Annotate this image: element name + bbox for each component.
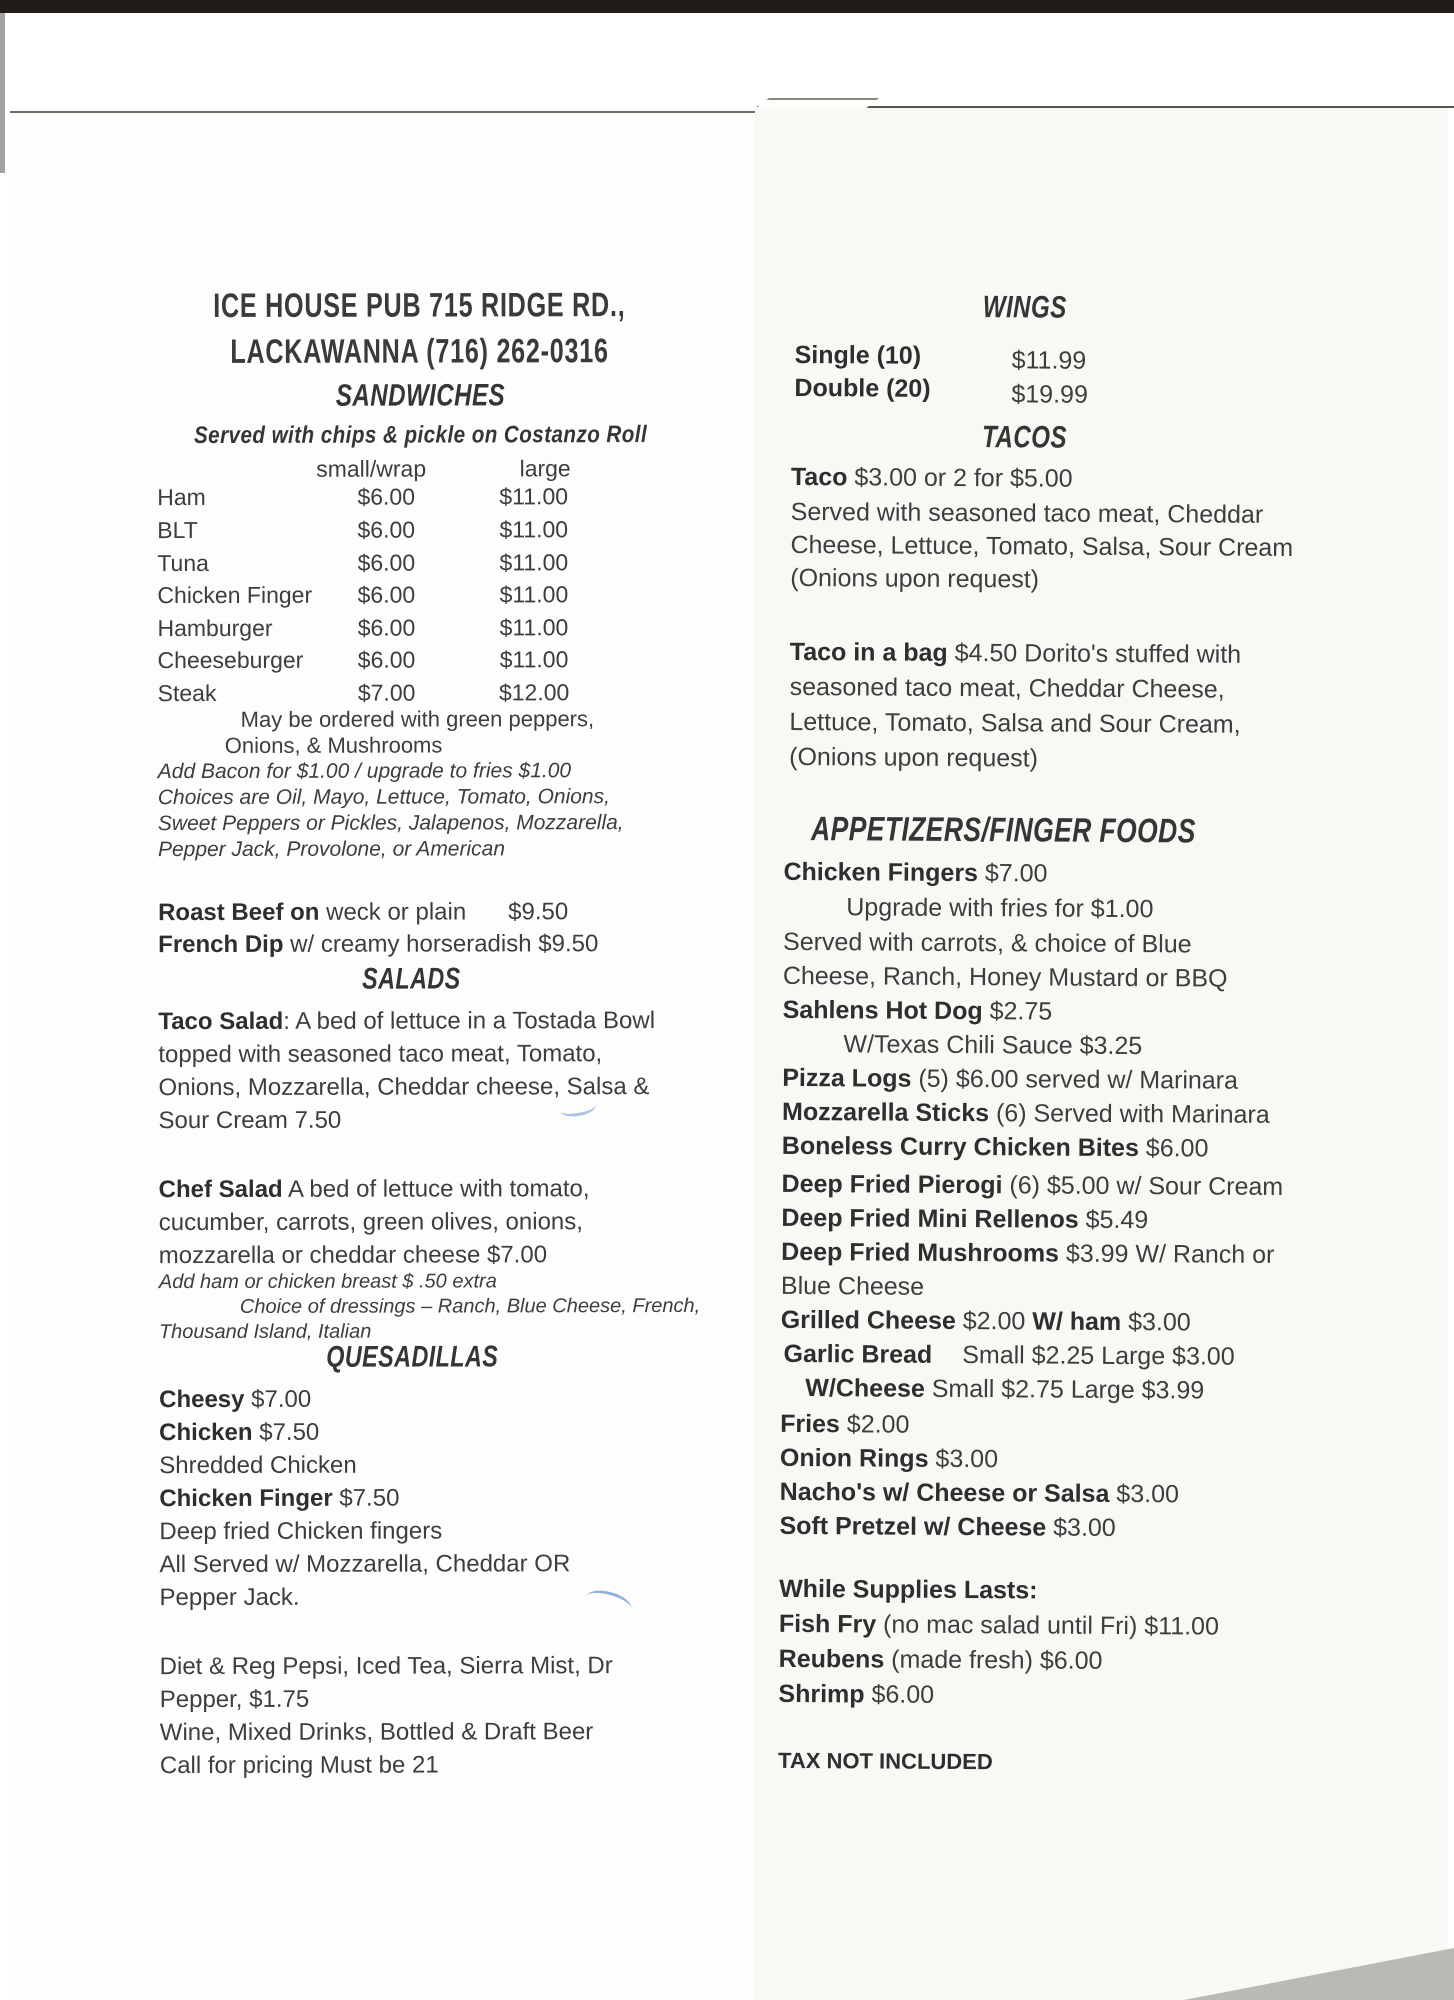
sandwiches-subheading: Served with chips & pickle on Costanzo Roll — [193, 421, 647, 450]
menu-row-item: Cheeseburger — [157, 646, 304, 674]
menu-row-item: Single (10) — [794, 340, 922, 370]
menu-line-garlic-bread: Garlic Bread Small $2.25 Large $3.00 — [783, 1339, 1235, 1371]
menu-row-price-small: $6.00 — [357, 483, 416, 510]
tax-note: TAX NOT INCLUDED — [778, 1747, 993, 1775]
menu-line: Pepper Jack. — [159, 1583, 300, 1612]
menu-line: Served with seasoned taco meat, Cheddar — [790, 497, 1264, 529]
menu-line-chicken-fingers: Chicken Fingers $7.00 — [783, 857, 1048, 888]
note-line: Add ham or chicken breast $ .50 extra — [158, 1270, 497, 1294]
menu-line: Call for pricing Must be 21 — [159, 1751, 439, 1780]
menu-row-item: Hamburger — [157, 614, 273, 642]
menu-line: Sour Cream 7.50 — [158, 1106, 342, 1135]
menu-row-price-small: $6.00 — [357, 516, 416, 543]
menu-line-mushrooms: Deep Fried Mushrooms $3.99 W/ Ranch or — [781, 1237, 1275, 1269]
menu-line-pizza-logs: Pizza Logs (5) $6.00 served w/ Marinara — [782, 1063, 1239, 1095]
menu-line: Served with carrots, & choice of Blue — [782, 927, 1192, 959]
menu-row-price-small: $6.00 — [357, 614, 416, 641]
menu-line-curry-bites: Boneless Curry Chicken Bites $6.00 — [781, 1131, 1209, 1163]
menu-row-item: BLT — [157, 517, 198, 544]
menu-line: seasoned taco meat, Cheddar Cheese, — [789, 672, 1225, 704]
menu-line: Onions, Mozzarella, Cheddar cheese, Salsa & — [158, 1073, 650, 1102]
menu-row-price: $19.99 — [1011, 380, 1088, 409]
menu-row-price-small: $6.00 — [357, 646, 416, 673]
menu-line-roast-beef: Roast Beef on weck or plain $9.50 — [158, 898, 569, 927]
menu-row-item: Steak — [157, 679, 217, 707]
note-line: Choice of dressings – Ranch, Blue Cheese, French, — [239, 1294, 701, 1318]
menu-line-soft-pretzel: Soft Pretzel w/ Cheese $3.00 — [779, 1511, 1116, 1542]
note-line: Pepper Jack, Provolone, or American — [157, 837, 506, 862]
menu-row-price-large: $11.00 — [499, 483, 569, 510]
menu-line-garlic-bread-cheese: W/Cheese Small $2.75 Large $3.99 — [805, 1374, 1205, 1405]
menu-line: Shredded Chicken — [159, 1451, 357, 1480]
menu-row-price-large: $11.00 — [499, 614, 569, 641]
menu-line-taco-salad: Taco Salad: A bed of lettuce in a Tostada Bowl — [158, 1007, 656, 1036]
note-line: Sweet Peppers or Pickles, Jalapenos, Mozzarella, — [157, 811, 624, 836]
menu-line: mozzarella or cheddar cheese $7.00 — [158, 1241, 548, 1270]
menu-line-fries: Fries $2.00 — [780, 1409, 910, 1439]
menu-line: Lettuce, Tomato, Salsa and Sour Cream, — [789, 707, 1241, 739]
column-header-large: large — [519, 455, 571, 482]
section-heading-sandwiches: SANDWICHES — [335, 377, 505, 413]
menu-row-price-large: $11.00 — [499, 646, 569, 673]
menu-line: (Onions upon request) — [789, 742, 1039, 773]
specials-heading: While Supplies Lasts: — [779, 1574, 1038, 1605]
note-line: May be ordered with green peppers, — [240, 706, 595, 732]
menu-line-taco-in-a-bag: Taco in a bag $4.50 Dorito's stuffed with — [789, 637, 1242, 669]
menu-row-price-large: $11.00 — [499, 549, 569, 576]
menu-line-chicken-finger: Chicken Finger $7.50 — [159, 1484, 400, 1513]
menu-line: topped with seasoned taco meat, Tomato, — [158, 1040, 603, 1069]
note-line: Choices are Oil, Mayo, Lettuce, Tomato, Onions, — [157, 785, 610, 810]
menu-line-nachos: Nacho's w/ Cheese or Salsa $3.00 — [779, 1477, 1180, 1509]
menu-line-grilled-cheese: Grilled Cheese $2.00 W/ ham $3.00 — [780, 1305, 1191, 1337]
section-heading-quesadillas: QUESADILLAS — [325, 1340, 499, 1374]
menu-line-reubens: Reubens (made fresh) $6.00 — [778, 1644, 1103, 1675]
menu-line: Cheese, Ranch, Honey Mustard or BBQ — [782, 961, 1228, 993]
menu-row-price-large: $12.00 — [498, 679, 570, 706]
menu-row-price-small: $7.00 — [357, 679, 416, 706]
menu-line-chef-salad: Chef Salad A bed of lettuce with tomato, — [158, 1175, 590, 1204]
menu-line-fish-fry: Fish Fry (no mac salad until Fri) $11.00 — [778, 1609, 1219, 1641]
menu-line: cucumber, carrots, green olives, onions, — [158, 1208, 583, 1237]
menu-line-mozzarella-sticks: Mozzarella Sticks (6) Served with Marinara — [781, 1097, 1270, 1129]
menu-row-item: Tuna — [157, 549, 209, 577]
menu-line-shrimp: Shrimp $6.00 — [778, 1679, 935, 1709]
menu-row-price-small: $6.00 — [357, 581, 416, 608]
note-line: Thousand Island, Italian — [158, 1320, 372, 1344]
title-line1: ICE HOUSE PUB 715 RIDGE RD., — [213, 286, 626, 325]
section-heading-salads: SALADS — [361, 962, 461, 996]
menu-line: W/Texas Chili Sauce $3.25 — [843, 1030, 1143, 1061]
menu-row-price-large: $11.00 — [499, 581, 569, 608]
menu-line: Diet & Reg Pepsi, Iced Tea, Sierra Mist, Dr — [159, 1652, 613, 1681]
menu-line: Cheese, Lettuce, Tomato, Salsa, Sour Cream — [790, 530, 1294, 563]
menu-line-french-dip: French Dip w/ creamy horseradish $9.50 — [158, 930, 599, 959]
menu-line: Upgrade with fries for $1.00 — [846, 893, 1154, 924]
section-heading-wings: WINGS — [982, 289, 1068, 325]
menu-row-item: Double (20) — [794, 373, 931, 403]
menu-row-item: Ham — [157, 483, 206, 511]
title-line2: LACKAWANNA (716) 262-0316 — [230, 332, 610, 371]
menu-line-taco: Taco $3.00 or 2 for $5.00 — [790, 462, 1073, 493]
menu-row-price-small: $6.00 — [357, 549, 416, 576]
menu-line: Blue Cheese — [780, 1271, 925, 1301]
section-heading-tacos: TACOS — [981, 419, 1067, 455]
menu-row-item: Chicken Finger — [157, 581, 313, 609]
column-header-small: small/wrap — [316, 455, 427, 482]
note-line: Onions, & Mushrooms — [224, 732, 443, 758]
menu-line-rellenos: Deep Fried Mini Rellenos $5.49 — [781, 1203, 1149, 1235]
menu-line-hot-dog: Sahlens Hot Dog $2.75 — [782, 995, 1053, 1026]
menu-line: Deep fried Chicken fingers — [159, 1517, 443, 1546]
menu-line-pierogi: Deep Fried Pierogi (6) $5.00 w/ Sour Cream — [781, 1169, 1284, 1201]
menu-row-price: $11.99 — [1011, 346, 1087, 375]
menu-line: Pepper, $1.75 — [159, 1685, 310, 1714]
section-heading-appetizers: APPETIZERS/FINGER FOODS — [810, 810, 1196, 851]
menu-line: (Onions upon request) — [790, 563, 1040, 594]
menu-line-cheesy: Cheesy $7.00 — [159, 1385, 312, 1414]
note-line: Add Bacon for $1.00 / upgrade to fries $1.00 — [157, 759, 572, 784]
menu-line: Wine, Mixed Drinks, Bottled & Draft Beer — [159, 1718, 594, 1747]
menu-line-onion-rings: Onion Rings $3.00 — [779, 1443, 999, 1474]
menu-line: All Served w/ Mozzarella, Cheddar OR — [159, 1550, 571, 1579]
menu-line-chicken: Chicken $7.50 — [159, 1418, 320, 1447]
menu-row-price-large: $11.00 — [499, 516, 569, 543]
